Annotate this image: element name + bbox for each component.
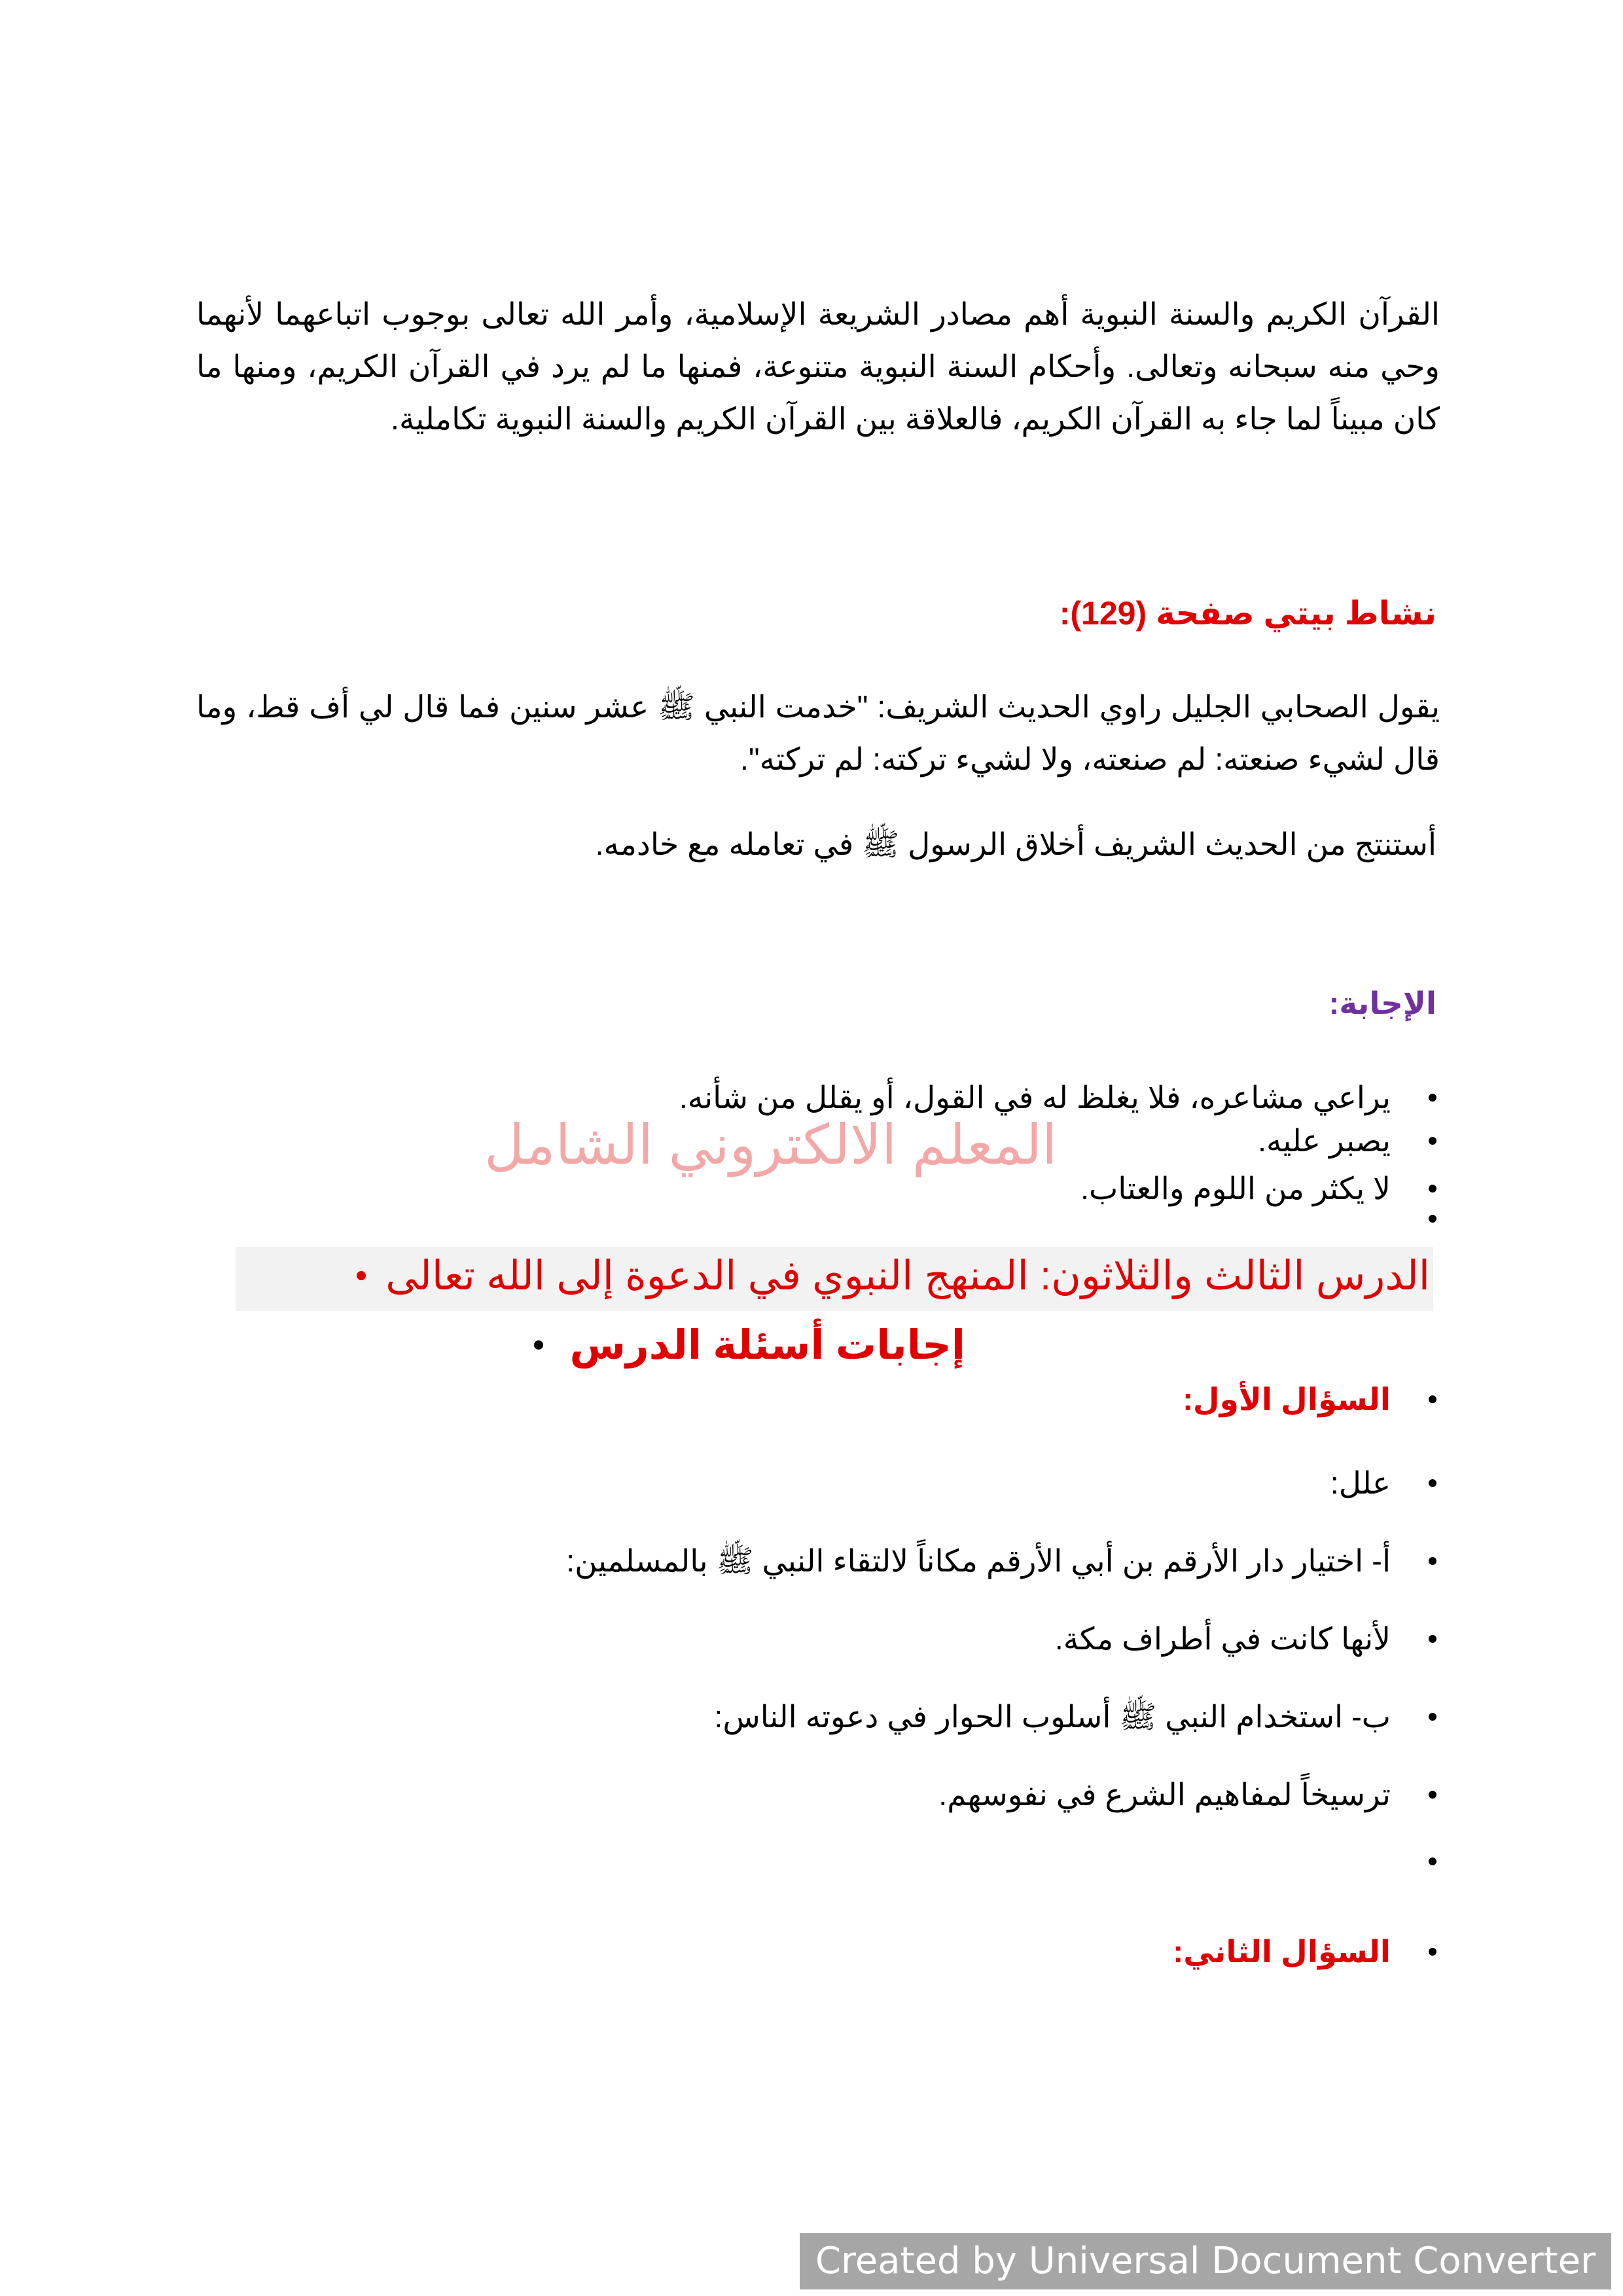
question-item [1055,1619,1436,1659]
answer-bullet [1258,1121,1436,1160]
answer-bullet [1080,1169,1436,1208]
answer-bullet-text: لا يكثر من اللوم والعتاب. [1080,1171,1391,1206]
bullet-dot-icon [1429,1395,1436,1403]
question-item [566,1541,1436,1581]
lesson-title-text: الدرس الثالث والثلاثون: المنهج النبوي في الدعوة إلى الله تعالى [385,1253,1430,1299]
question-text: أ- اختيار دار الأرقم بن أبي الأرقم مكاناً لالتقاء النبي ﷺ بالمسلمين: [566,1543,1391,1578]
question-item [1391,1857,1436,1865]
activity-heading: نشاط بيتي صفحة (129): [1059,595,1436,632]
bullet-dot-icon [1429,1635,1436,1643]
answers-title [534,1321,965,1369]
bullet-dot-icon [1429,1137,1436,1145]
bullet-dot-icon [1429,1479,1436,1487]
question-text: علل: [1330,1465,1391,1500]
question-item [1183,1380,1436,1419]
bullet-dot-icon [1429,1094,1436,1102]
question-text: ترسيخاً لمفاهيم الشرع في نفوسهم. [938,1777,1391,1812]
question-text: لأنها كانت في أطراف مكة. [1054,1621,1391,1656]
bullet-dot-icon [1429,1713,1436,1721]
intro-paragraph: القرآن الكريم والسنة النبوية أهم مصادر الشريعة الإسلامية، وأمر الله تعالى بوجوب اتباعهما لأنهما وحي منه سبحانه وتعالى. وأحكام السنة النبوية متنوعة، فمنها ما لم يرد في القرآن الكريم، ومنها ما كان مبيناً لما جاء به القرآن الكريم، فالعلاقة بين القرآن الكريم والسنة النبوية تكاملية. [196,296,1440,436]
converter-watermark-footer: Created by Universal Document Converter [800,2233,1611,2289]
question-item [938,1775,1436,1814]
bullet-dot-icon [1429,1791,1436,1799]
bullet-dot-icon [1429,1557,1436,1565]
hadith-paragraph: يقول الصحابي الجليل راوي الحديث الشريف: "خدمت النبي ﷺ عشر سنين فما قال لي أف قط، وما قال لشيء صنعته: لم صنعته، ولا لشيء تركته: لم تركته". [196,689,1440,776]
bullet-dot-icon [1429,1948,1436,1956]
question-item [1330,1463,1436,1503]
answer-bullet [679,1078,1436,1117]
answers-title-text: إجابات أسئلة الدرس [569,1323,965,1368]
bullet-dot-icon [1429,1857,1436,1865]
bullet-dot-icon [1429,1215,1436,1223]
question-text: ب- استخدام النبي ﷺ أسلوب الحوار في دعوته الناس: [714,1699,1391,1734]
task-text: أستنتج من الحديث الشريف أخلاق الرسول ﷺ في تعامله مع خادمه. [595,827,1436,861]
question-label: السؤال الثاني: [1173,1934,1391,1969]
answer-bullet-text: يصبر عليه. [1257,1123,1391,1158]
watermark: المعلم الالكتروني الشامل [484,1114,1058,1175]
bullet-dot-icon [1429,1185,1436,1193]
question-label: السؤال الأول: [1183,1382,1391,1416]
answer-label: الإجابة: [1329,986,1436,1020]
question-item [1173,1932,1436,1971]
bullet-dot-icon [357,1271,366,1280]
question-item [714,1697,1436,1736]
answer-bullet [1391,1215,1436,1223]
answer-bullet-text: يراعي مشاعره، فلا يغلظ له في القول، أو يقلل من شأنه. [679,1080,1391,1115]
bullet-dot-icon [534,1340,543,1350]
lesson-title [357,1251,1430,1299]
